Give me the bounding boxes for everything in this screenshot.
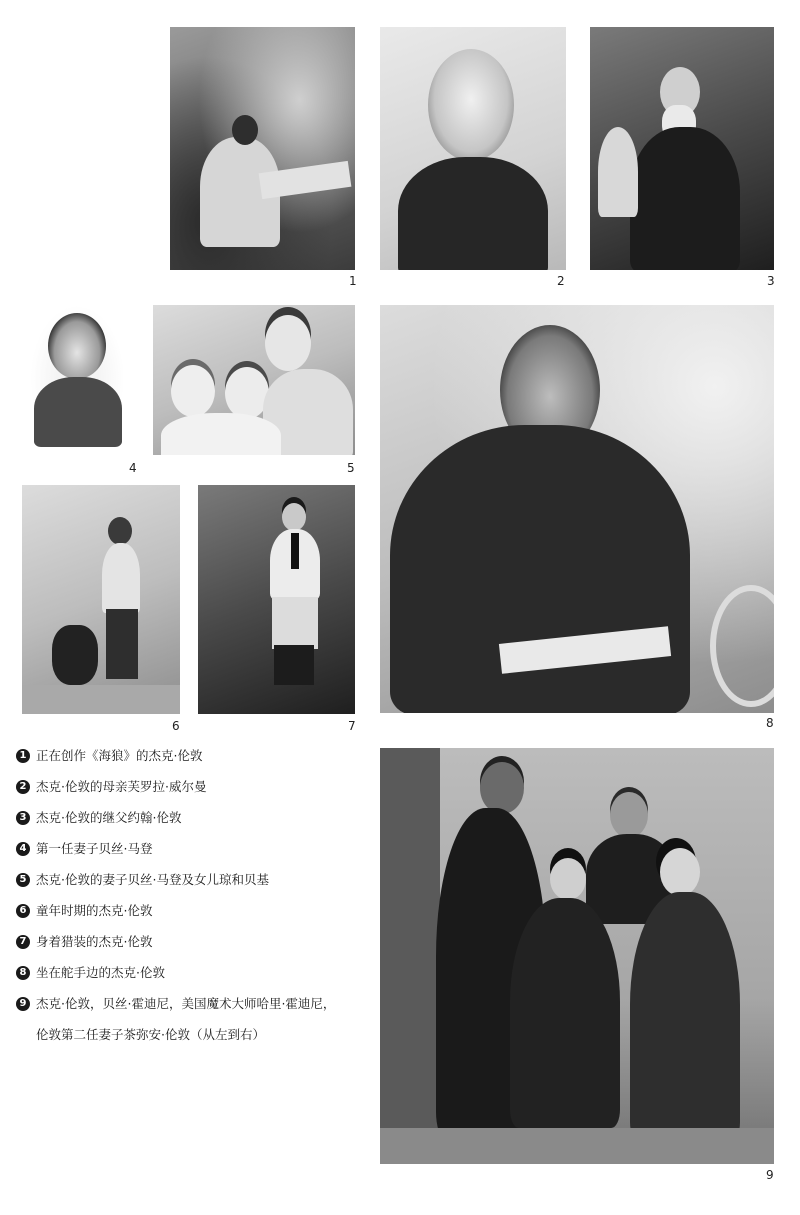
caption-item: [16, 771, 376, 802]
photo-number: 5: [347, 461, 355, 475]
photo-4-first-wife: [30, 305, 125, 452]
photo-1-writing: [170, 27, 355, 270]
caption-item: [16, 833, 376, 864]
caption-item: [16, 802, 376, 833]
caption-text: 身着猎装的杰克·伦敦: [36, 934, 153, 949]
photo-5-wife-daughters: [153, 305, 355, 455]
photo-6-childhood: [22, 485, 180, 714]
caption-number-marker: 1: [16, 749, 30, 763]
caption-text: 正在创作《海狼》的杰克·伦敦: [36, 748, 203, 763]
photo-2-mother: [380, 27, 566, 270]
caption-item: [16, 988, 376, 1019]
caption-list: [16, 740, 376, 1050]
caption-item: [16, 864, 376, 895]
caption-text: 第一任妻子贝丝·马登: [36, 841, 153, 856]
caption-number-marker: 7: [16, 935, 30, 949]
caption-text: 伦敦第二任妻子茶弥安·伦敦（从左到右）: [36, 1027, 265, 1042]
photo-3-stepfather: [590, 27, 774, 270]
caption-text: 童年时期的杰克·伦敦: [36, 903, 153, 918]
photo-number: 7: [348, 719, 356, 733]
caption-text: 杰克·伦敦，贝丝·霍迪尼，美国魔术大师哈里·霍迪尼，: [36, 996, 336, 1011]
caption-number-marker: 4: [16, 842, 30, 856]
photo-number: 9: [766, 1168, 774, 1182]
caption-number-marker: 9: [16, 997, 30, 1011]
caption-item: [16, 895, 376, 926]
caption-number-marker: 3: [16, 811, 30, 825]
photo-number: 8: [766, 716, 774, 730]
caption-text: 杰克·伦敦的妻子贝丝·马登及女儿琼和贝基: [36, 872, 269, 887]
caption-item: [16, 926, 376, 957]
caption-number-marker: 8: [16, 966, 30, 980]
caption-item: [16, 957, 376, 988]
caption-number-marker: 6: [16, 904, 30, 918]
caption-number-marker: 5: [16, 873, 30, 887]
photo-number: 6: [172, 719, 180, 733]
photo-number: 3: [767, 274, 775, 288]
photo-9-group: [380, 748, 774, 1164]
caption-number-marker: 2: [16, 780, 30, 794]
photo-number: 1: [349, 274, 357, 288]
photo-number: 4: [129, 461, 137, 475]
caption-text: 杰克·伦敦的母亲芙罗拉·威尔曼: [36, 779, 207, 794]
caption-text: 坐在舵手边的杰克·伦敦: [36, 965, 165, 980]
caption-text: 杰克·伦敦的继父约翰·伦敦: [36, 810, 182, 825]
photo-number: 2: [557, 274, 565, 288]
caption-item-continuation: [16, 1019, 376, 1050]
caption-item: [16, 740, 376, 771]
photo-7-hunting: [198, 485, 355, 714]
photo-8-at-helm: [380, 305, 774, 713]
